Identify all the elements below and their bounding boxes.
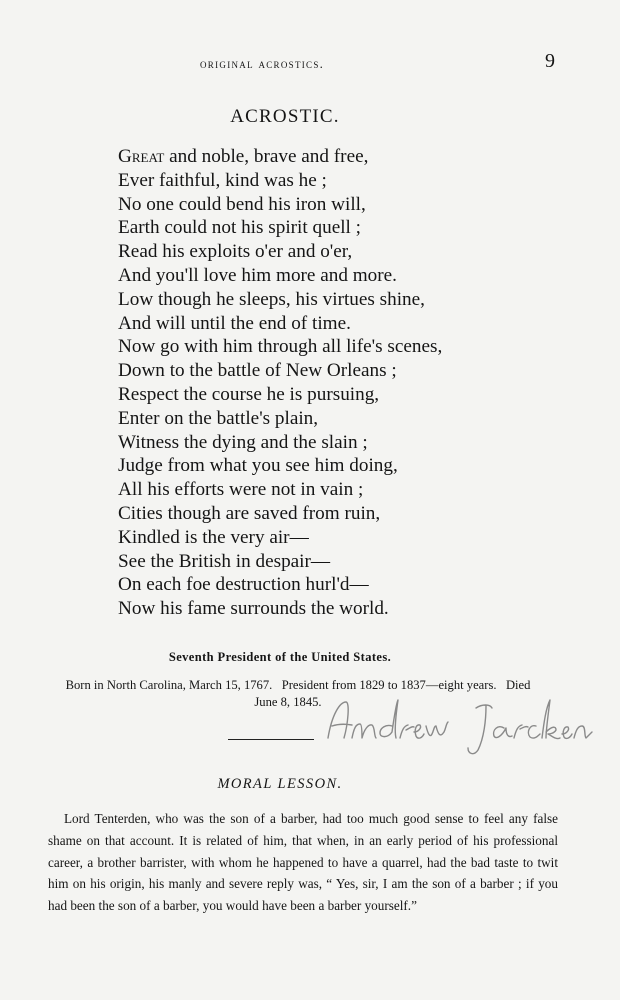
poem-line: On each foe destruction hurl'd—	[118, 574, 369, 596]
poem-line: Read his exploits o'er and o'er,	[118, 241, 353, 263]
page-number: 9	[545, 50, 555, 72]
section-title: MORAL LESSON.	[217, 776, 343, 792]
poem-line: Kindled is the very air—	[118, 526, 309, 548]
acrostic-poem	[118, 145, 442, 621]
poem-line: No one could bend his iron will,	[118, 193, 366, 215]
poem-line: Ever faithful, kind was he ;	[118, 169, 327, 191]
poem-first-word: Great	[118, 146, 165, 167]
poem-line: And will until the end of time.	[118, 312, 351, 334]
handwritten-signature	[322, 694, 597, 764]
poem-line: Judge from what you see him doing,	[118, 455, 398, 477]
poem-line: All his efforts were not in vain ;	[118, 479, 364, 501]
poem-line: And you'll love him more and more.	[118, 264, 397, 286]
poem-first-line-rest: and noble, brave and free,	[164, 146, 369, 167]
poem-line: Respect the course he is pursuing,	[118, 383, 380, 405]
poem-title: ACROSTIC.	[230, 106, 340, 127]
poem-subtitle: Seventh President of the United States.	[168, 650, 392, 664]
moral-lesson-text: Lord Tenterden, who was the son of a barber, had too much good sense to feel any false shame on that account. It is related of him, that when, in an early period of his professional career, a brother barrister, with whom he happened to have a quarrel, had the bad taste to twit him on his origin, his manly and severe reply was, “ Yes, sir, I am the son of a barber ; if you had been the son of a barber, you would have been a barber yourself.”	[48, 811, 558, 914]
biography-line: Born in North Carolina, March 15, 1767. President from 1829 to 1837—eight years. Died	[65, 678, 531, 692]
poem-line	[118, 145, 442, 169]
poem-line: Cities though are saved from ruin,	[118, 502, 381, 524]
poem-line: Earth could not his spirit quell ;	[118, 217, 362, 239]
poem-line: Down to the battle of New Orleans ;	[118, 360, 397, 382]
poem-line: See the British in despair—	[118, 550, 331, 572]
running-title: original acrostics.	[200, 56, 325, 71]
poem-line: Now go with him through all life's scenes,	[118, 336, 443, 358]
poem-line: Now his fame surrounds the world.	[118, 598, 389, 620]
poem-line: Witness the dying and the slain ;	[118, 431, 368, 453]
poem-line: Low though he sleeps, his virtues shine,	[118, 288, 425, 310]
poem-line: Enter on the battle's plain,	[118, 407, 319, 429]
divider-rule	[228, 739, 314, 740]
biography-line: June 8, 1845.	[254, 695, 322, 709]
